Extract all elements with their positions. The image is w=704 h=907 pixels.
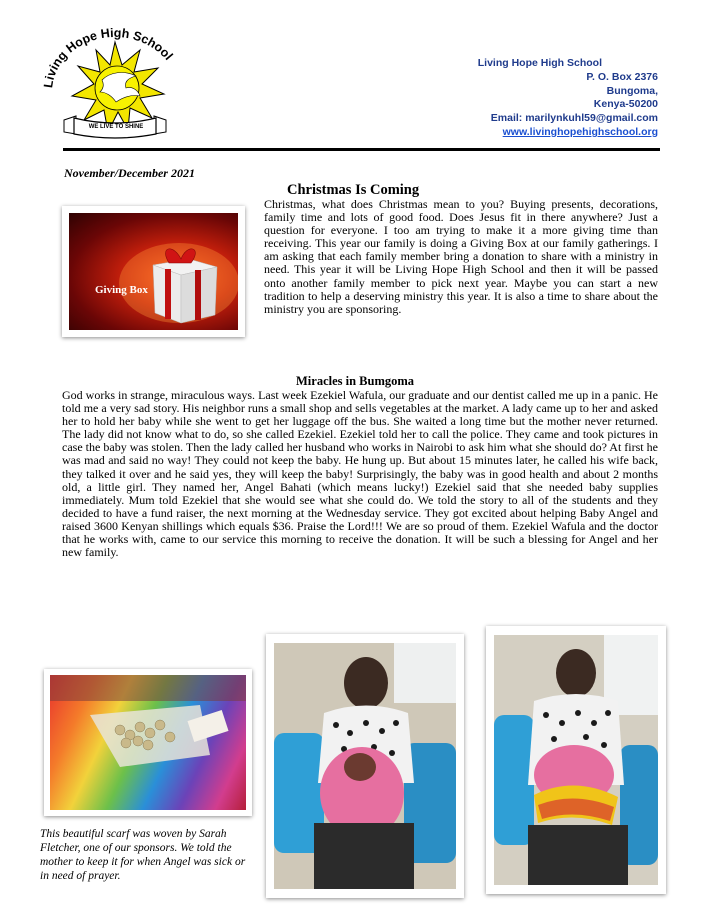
header-divider: [63, 148, 660, 151]
baby-photo-1: [266, 634, 464, 898]
logo-ring-text: Living Hope High School: [41, 25, 176, 89]
mother-baby-graphic-2: [494, 635, 658, 885]
contact-block: [478, 57, 658, 140]
mother-baby-graphic-1: [274, 643, 456, 889]
address-box: P. O. Box 2376: [586, 70, 658, 83]
address-email: Email: marilynkuhl59@gmail.com: [490, 112, 658, 125]
baby-photo-2: [486, 626, 666, 894]
giving-box-photo: [62, 206, 245, 337]
logo-motto: WE LIVE TO SHINE: [88, 124, 144, 130]
article-body-christmas: Christmas, what does Christmas mean to you? Buying presents, decorations, family time and lots of good food. Does Jesus fit in there anywhere? Just a question for everyone. I too am trying to make it a more giving time than receiving. This year our family is doing a Giving Box at our family gatherings. I am asking that each family member bring a donation to share with a ministry in need. This year it will be Living Hope High School and then it will be passed onto another family member to pick next year. Maybe you can start a new tradition to help a deserving ministry this year. It is also a time to share about the ministry you are sponsoring.: [264, 197, 658, 316]
newsletter-date: November/December 2021: [64, 166, 195, 180]
giving-box-label: Giving Box: [95, 284, 148, 296]
article-title-miracles: Miracles in Bumgoma: [296, 374, 415, 388]
address-postal: Kenya-50200: [593, 98, 658, 111]
address-town: Bungoma,: [606, 84, 658, 97]
scarf-caption: This beautiful scarf was woven by Sarah Fletcher, one of our sponsors. We told the mother to keep it for when Angel was sick or in need of prayer.: [40, 828, 246, 882]
article-body-miracles: God works in strange, miraculous ways. Last week Ezekiel Wafula, our graduate and our dentist called me up in a panic. He told me a very sad story. His neighbor runs a small shop and sells vegetables at the market. A lady came up to her and asked her to hold her baby while she went to get her luggage off the bus. She waited a long time but the mother never returned. The lady did not know what to do, so she called Ezekiel. Ezekiel told her to call the police. They came and took pictures in case the baby was stolen. Then the lady called her husband who works in Nairobi to ask him what she should do? At first he was mad and said no way! They could not keep the baby. He hung up. But about 15 minutes later, he called his wife back, they talked it over and he said yes, they will keep the baby! Surprisingly, the baby was in good health and about 2 months old, a little girl. They named her, Angel Bahati (which means lucky!) Ezekiel said that she needed baby supplies immediately. Mum told Ezekiel that she would see what she could do. We told the story to all of the students and they decided to have a fund raiser, the next morning at the Wednesday service. They got excited about helping Baby Angel and raised 3600 Kenyan shillings which equals $36. Praise the Lord!!! We are so proud of them. Ezekiel Wafula and the doctor that he works with, came to our service this morning to receive the donation. It will be such a blessing for Angel and her new family.: [62, 388, 658, 560]
address-school: Living Hope High School: [477, 57, 602, 69]
article-title-christmas: Christmas Is Coming: [287, 182, 420, 198]
scarf-coins-graphic: [50, 675, 246, 810]
gift-box-graphic: [69, 213, 238, 330]
website-link[interactable]: www.livinghopehighschool.org: [502, 125, 658, 138]
school-logo: [40, 20, 190, 145]
scarf-photo: [44, 669, 252, 816]
